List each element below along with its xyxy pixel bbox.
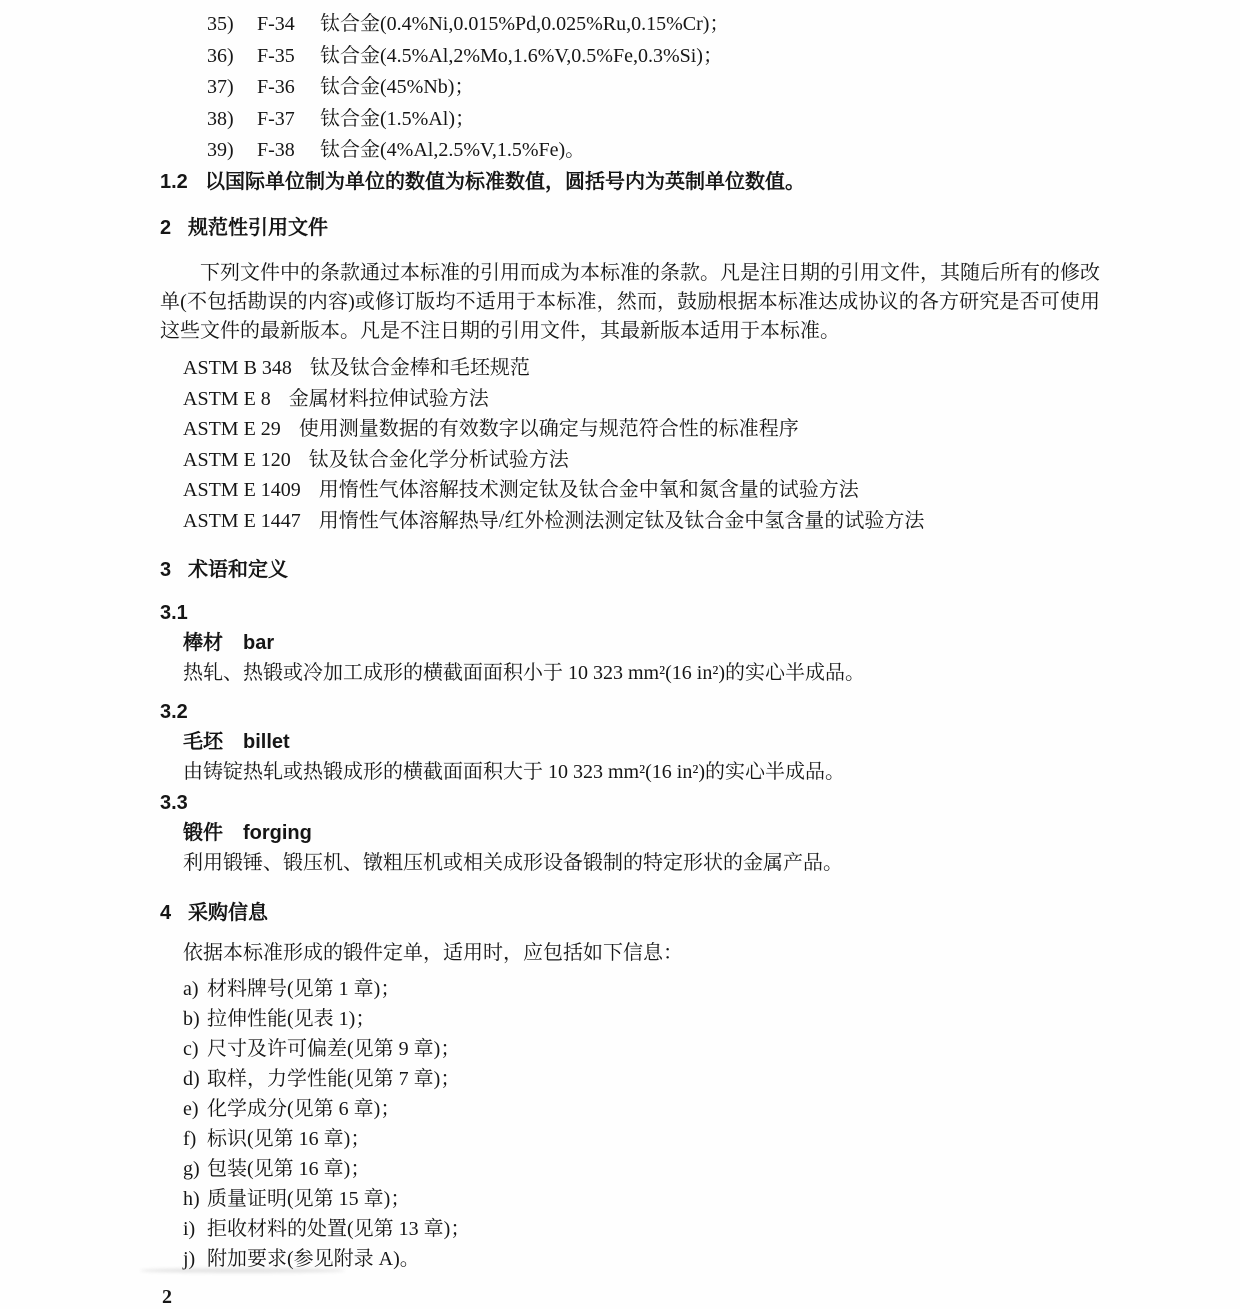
reference-title: 用惰性气体溶解技术测定钛及钛合金中氧和氮含量的试验方法 xyxy=(318,479,859,502)
section-number: 4 xyxy=(160,901,172,924)
item-text: 取样，力学性能(见第 7 章)； xyxy=(207,1067,461,1090)
term-clause-number: 3.1 xyxy=(160,601,188,624)
purchase-list-item xyxy=(183,1064,1100,1094)
item-letter: f) xyxy=(183,1127,197,1150)
item-text: 质量证明(见第 15 章)； xyxy=(207,1187,411,1210)
purchase-list-item xyxy=(183,1184,1100,1214)
normative-references-paragraph: 下列文件中的条款通过本标准的引用而成为本标准的条款。凡是注日期的引用文件，其随后所有的修改单(不包括勘误的内容)或修订版均不适用于本标准，然而，鼓励根据本标准达成协议的各方研究是否可使用这些文件的最新版本。凡是不注日期的引用文件，其最新版本适用于本标准。 xyxy=(160,262,1100,342)
list-item-number: 36) xyxy=(207,44,234,67)
reference-code: ASTM E 8 xyxy=(183,387,271,410)
material-grade: F-35 xyxy=(257,44,295,67)
term-name: 锻件 xyxy=(183,821,223,844)
item-letter: g) xyxy=(183,1157,200,1180)
reference-title: 用惰性气体溶解热导/红外检测法测定钛及钛合金中氢含量的试验方法 xyxy=(318,509,925,532)
reference-item xyxy=(183,445,1100,476)
item-text: 尺寸及许可偏差(见第 9 章)； xyxy=(207,1037,461,1060)
item-letter: a) xyxy=(183,977,199,1000)
clause-number: 1.2 xyxy=(160,170,188,193)
list-item-number: 37) xyxy=(207,76,234,98)
reference-list xyxy=(160,353,1100,537)
purchase-list-item xyxy=(183,1094,1100,1124)
alloy-list-item xyxy=(207,9,1100,41)
material-description: 钛合金(4.5%Al,2%Mo,1.6%V,0.5%Fe,0.3%Si)； xyxy=(320,44,723,67)
section-3-heading xyxy=(160,554,1100,586)
material-grade: F-36 xyxy=(257,76,295,98)
section-number: 3 xyxy=(160,558,172,581)
reference-code: ASTM B 348 xyxy=(183,357,292,379)
material-description: 钛合金(4%Al,2.5%V,1.5%Fe)。 xyxy=(320,139,586,161)
alloy-grade-list xyxy=(160,5,1100,167)
section-4-heading xyxy=(160,897,1100,929)
reference-item xyxy=(183,414,1100,445)
page-number: 2 xyxy=(162,1285,172,1308)
item-text: 拒收材料的处置(见第 13 章)； xyxy=(207,1217,471,1240)
term-definition-group xyxy=(160,697,1100,787)
list-item-number: 38) xyxy=(207,107,234,130)
alloy-list-item xyxy=(207,41,1100,73)
purchase-list-item xyxy=(183,974,1100,1004)
item-text: 包装(见第 16 章)； xyxy=(207,1157,371,1180)
term-name-english: billet xyxy=(243,730,290,753)
item-text: 标识(见第 16 章)； xyxy=(207,1127,371,1150)
list-item-number: 35) xyxy=(207,13,234,35)
material-grade: F-38 xyxy=(257,139,295,161)
section-title: 术语和定义 xyxy=(188,558,288,581)
reference-code: ASTM E 120 xyxy=(183,448,291,471)
section-title: 规范性引用文件 xyxy=(188,217,328,239)
section-2-heading xyxy=(160,212,1100,244)
purchase-list-item xyxy=(183,1034,1100,1064)
alloy-list-item xyxy=(207,135,1100,167)
reference-item xyxy=(183,384,1100,415)
term-definition: 热轧、热锻或冷加工成形的横截面面积小于 10 323 mm²(16 in²)的实心半成品。 xyxy=(183,661,865,684)
term-clause-number: 3.3 xyxy=(160,791,188,814)
term-name-english: bar xyxy=(243,631,275,654)
alloy-list-item xyxy=(207,72,1100,104)
list-item-number: 39) xyxy=(207,139,234,161)
purchase-intro: 依据本标准形成的锻件定单，适用时，应包括如下信息： xyxy=(183,941,683,964)
reference-title: 钛及钛合金棒和毛坯规范 xyxy=(309,357,530,379)
item-letter: b) xyxy=(183,1007,200,1030)
reference-item xyxy=(183,475,1100,506)
reference-title: 金属材料拉伸试验方法 xyxy=(288,387,489,410)
material-grade: F-37 xyxy=(257,107,295,130)
term-definition: 利用锻锤、锻压机、镦粗压机或相关成形设备锻制的特定形状的金属产品。 xyxy=(183,851,843,874)
purchase-info-list xyxy=(160,974,1100,1274)
term-clause-number: 3.2 xyxy=(160,700,188,723)
item-letter: j) xyxy=(183,1247,196,1270)
item-letter: e) xyxy=(183,1097,199,1120)
item-text: 材料牌号(见第 1 章)； xyxy=(207,977,401,1000)
reference-item xyxy=(183,353,1100,384)
term-name: 棒材 xyxy=(183,631,223,654)
item-letter: d) xyxy=(183,1067,200,1090)
material-grade: F-34 xyxy=(257,13,295,35)
item-letter: c) xyxy=(183,1037,199,1060)
reference-code: ASTM E 29 xyxy=(183,418,281,441)
term-line xyxy=(183,628,1100,658)
reference-title: 钛及钛合金化学分析试验方法 xyxy=(308,448,569,471)
reference-code: ASTM E 1409 xyxy=(183,479,301,502)
reference-code: ASTM E 1447 xyxy=(183,509,301,532)
term-definition-group xyxy=(160,598,1100,688)
material-description: 钛合金(45%Nb)； xyxy=(320,76,475,98)
alloy-list-item xyxy=(207,104,1100,136)
purchase-list-item xyxy=(183,1004,1100,1034)
reference-item xyxy=(183,506,1100,537)
item-letter: h) xyxy=(183,1187,200,1210)
section-number: 2 xyxy=(160,217,172,239)
term-line xyxy=(183,818,1100,848)
purchase-list-item xyxy=(183,1154,1100,1184)
term-name-english: forging xyxy=(243,821,312,844)
material-description: 钛合金(0.4%Ni,0.015%Pd,0.025%Ru,0.15%Cr)； xyxy=(320,13,730,35)
section-title: 采购信息 xyxy=(188,901,268,924)
term-definition: 由铸锭热轧或热锻成形的横截面面积大于 10 323 mm²(16 in²)的实心半成品。 xyxy=(183,760,845,783)
term-definition-group xyxy=(160,788,1100,878)
clause-1-2 xyxy=(160,167,1100,199)
scan-smudge-artifact xyxy=(140,1268,345,1273)
purchase-list-item xyxy=(183,1124,1100,1154)
clause-text: 以国际单位制为单位的数值为标准数值，圆括号内为英制单位数值。 xyxy=(205,170,805,193)
item-text: 化学成分(见第 6 章)； xyxy=(207,1097,401,1120)
term-name: 毛坯 xyxy=(183,730,223,753)
item-text: 拉伸性能(见表 1)； xyxy=(207,1007,376,1030)
item-text: 附加要求(参见附录 A)。 xyxy=(207,1247,420,1270)
purchase-list-item xyxy=(183,1214,1100,1244)
item-letter: i) xyxy=(183,1217,196,1240)
reference-title: 使用测量数据的有效数字以确定与规范符合性的标准程序 xyxy=(298,418,799,441)
material-description: 钛合金(1.5%Al)； xyxy=(320,107,475,130)
term-line xyxy=(183,727,1100,757)
